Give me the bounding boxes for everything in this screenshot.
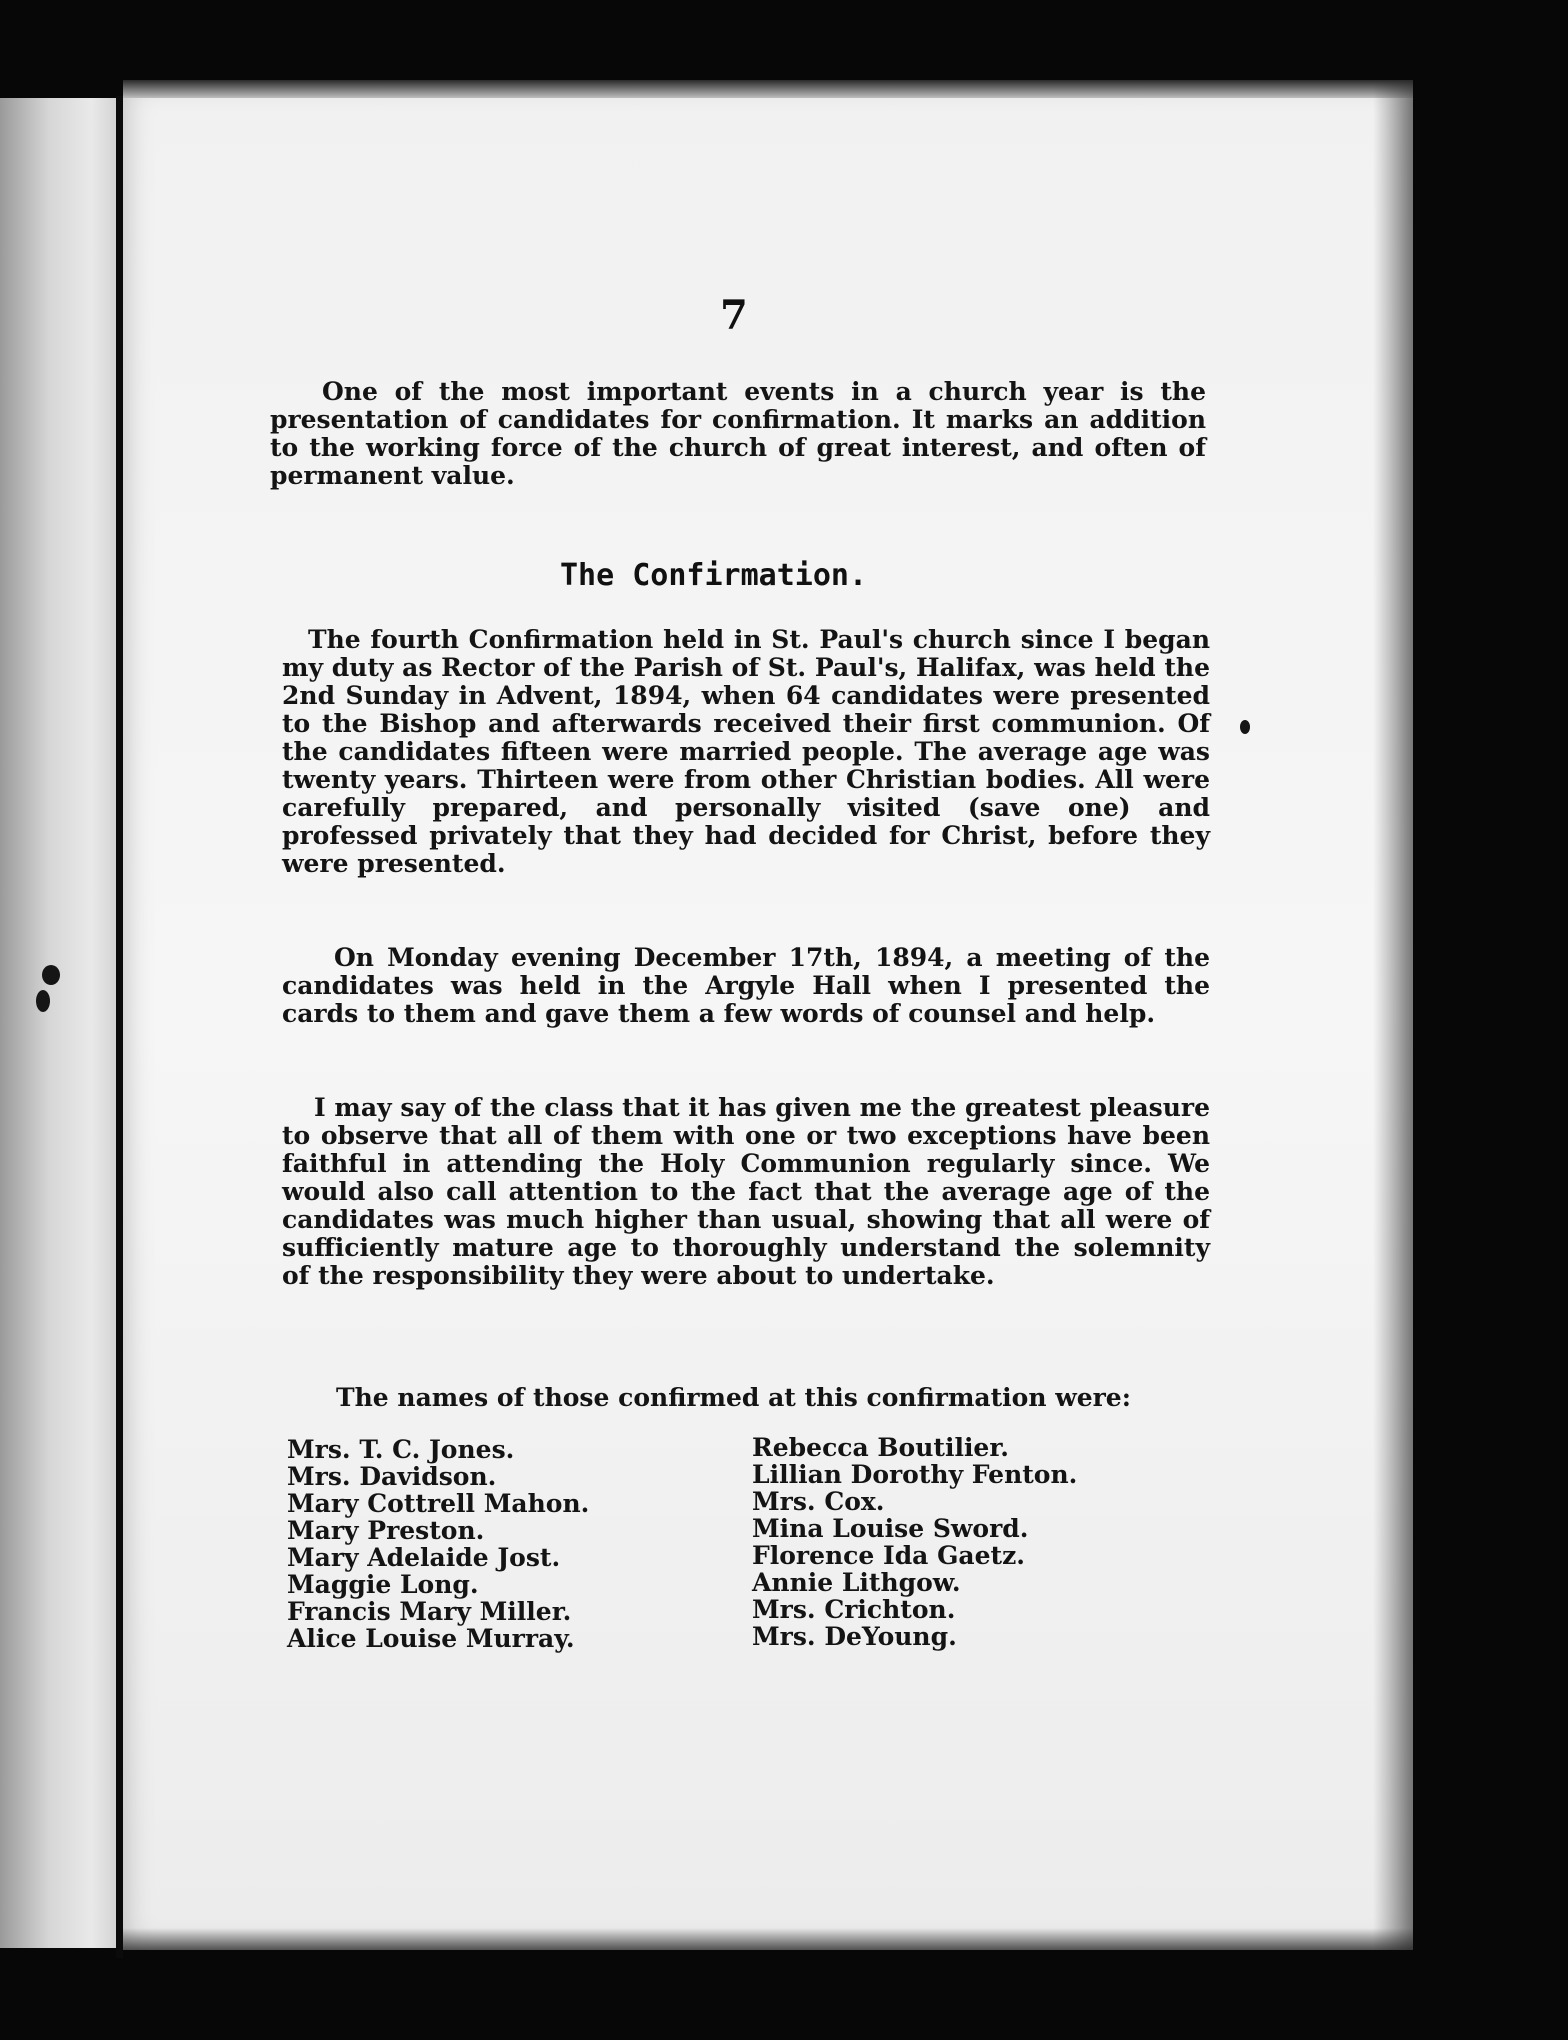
scan-blot [36,990,50,1012]
list-item: Alice Louise Murray. [287,1624,575,1653]
list-item: Mrs. DeYoung. [752,1622,957,1651]
list-item: Mary Preston. [287,1516,485,1545]
page-number: 7 [720,292,748,339]
list-item: Annie Lithgow. [752,1568,961,1597]
list-item: Francis Mary Miller. [287,1597,572,1626]
list-item: Rebecca Boutilier. [752,1433,1009,1462]
list-item: Mrs. T. C. Jones. [287,1435,515,1464]
list-item: Mina Louise Sword. [752,1514,1029,1543]
list-item: Maggie Long. [287,1570,479,1599]
names-list-right [752,1434,1077,1650]
page-top-shadow [123,80,1413,98]
list-item: Florence Ida Gaetz. [752,1541,1025,1570]
list-item: Lillian Dorothy Fenton. [752,1460,1078,1489]
scan-blot [42,965,60,985]
page-gutter [116,96,123,1958]
list-item: Mary Adelaide Jost. [287,1543,561,1572]
list-item: Mary Cottrell Mahon. [287,1489,590,1518]
list-item: Mrs. Cox. [752,1487,885,1516]
intro-paragraph: One of the most important events in a church year is the presentation of candidates for confirmation. It marks an addition to the working force of the church of great interest, and often of permanent value. [270,377,1206,490]
names-list-left [287,1436,589,1652]
list-item: Mrs. Davidson. [287,1462,497,1491]
section-heading: The Confirmation. [560,558,868,593]
list-item: Mrs. Crichton. [752,1595,956,1624]
page-bottom-shadow [123,1928,1413,1950]
names-intro: The names of those confirmed at this confirmation were: [336,1383,1131,1412]
page-right-shadow [1373,80,1413,1950]
body-paragraph: The fourth Confirmation held in St. Paul's church since I began my duty as Rector of the Parish of St. Paul's, Halifax, was held the 2nd Sunday in Advent, 1894, when 64 candidates were presented to the Bishop and afterwards received their first communion. Of the candidates fifteen were married people. The average age was twenty years. Thirteen were from other Christian bodies. All were carefully prepared, and personally visited (save one) and professed privately that they had decided for Christ, before they were presented. [282,625,1210,878]
scan-blot [1240,720,1250,734]
body-paragraph: I may say of the class that it has given me the greatest pleasure to observe that all of them with one or two exceptions have been faithful in attending the Holy Communion regularly since. We would also call attention to the fact that the average age of the candidates was much higher than usual, showing that all were of sufficiently mature age to thoroughly understand the solemnity of the responsibility they were about to undertake. [282,1093,1210,1290]
body-paragraph: On Monday evening December 17th, 1894, a meeting of the candidates was held in the Argyle Hall when I presented the cards to them and gave them a few words of counsel and help. [282,943,1210,1028]
previous-page-edge [0,98,122,1948]
